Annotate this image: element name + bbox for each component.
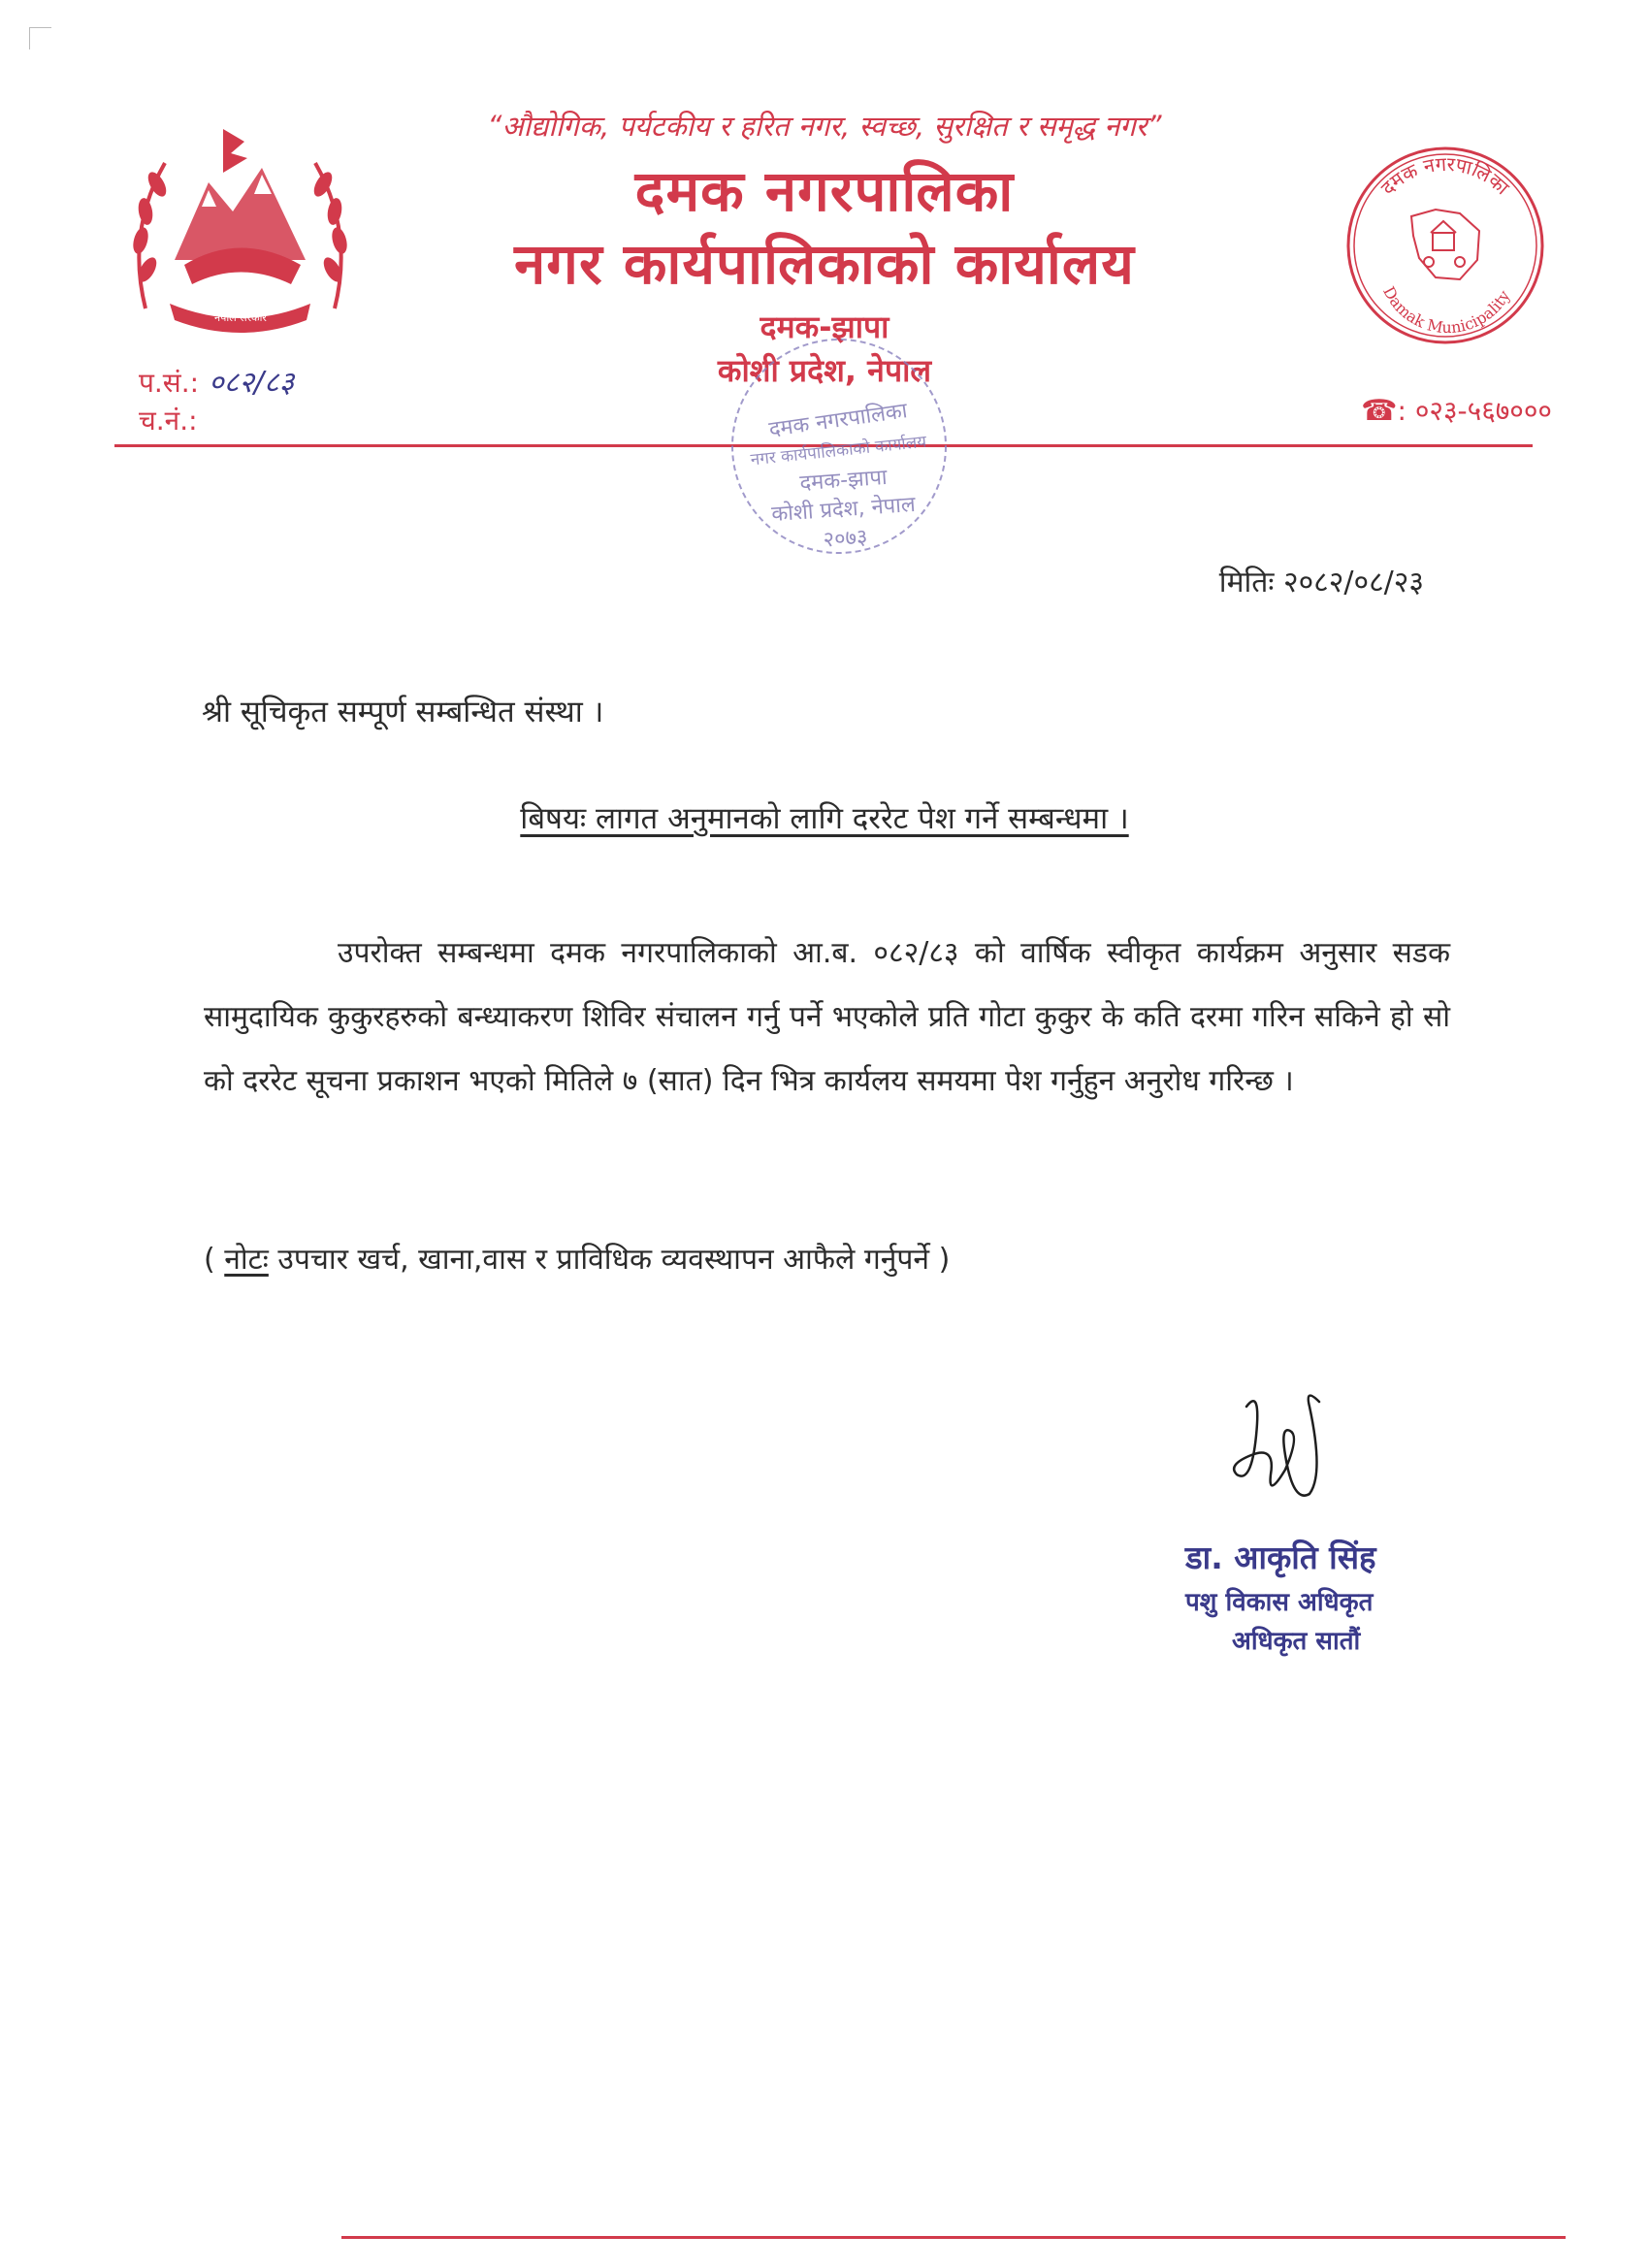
subject-line xyxy=(0,797,1649,838)
signatory-post: पशु विकास अधिकृत xyxy=(1185,1588,1374,1617)
municipality-title: दमक नगरपालिका xyxy=(634,158,1015,224)
emblem-lettering: नेपाल सरकार xyxy=(214,311,267,324)
note-label: नोटः xyxy=(224,1243,269,1277)
office-stamp xyxy=(698,320,980,572)
phone-colon: : xyxy=(1397,395,1415,427)
ref-value: ०८२/८३ xyxy=(209,366,295,400)
signature-icon xyxy=(1217,1377,1343,1523)
address-line-1: दमक-झापा xyxy=(760,308,889,345)
phone-number xyxy=(1361,392,1552,429)
signature xyxy=(1217,1377,1343,1523)
note-open: ( xyxy=(204,1243,225,1277)
office-title: नगर कार्यपालिकाको कार्यालय xyxy=(514,231,1135,297)
reference-number xyxy=(139,361,294,401)
ref-label: प.सं.: xyxy=(139,367,200,399)
stamp-line-2: नगर कार्यपालिकाको कार्यालय xyxy=(749,432,928,470)
stamp-line-4: कोशी प्रदेश, नेपाल xyxy=(770,492,917,528)
signatory-name: डा. आकृति सिंह xyxy=(1185,1539,1376,1576)
seal-top-text: दमक नगरपालिका xyxy=(1375,151,1514,200)
letter-body: उपरोक्त सम्बन्धमा दमक नगरपालिकाको आ.ब. ०८२/८३ को वार्षिक स्वीकृत कार्यक्रम अनुसार सडक सामुदायिक कुकुरहरुको बन्ध्याकरण शिविर संचालन गर्नु पर्ने भएकोले प्रति गोटा कुकुर के कति दरमा गरिन सकिने हो सो को दररेट सूचना प्रकाशन भएको मितिले ७ (सात) दिन भित्र कार्यलय समयमा पेश गर्नुहुन अनुरोध गरिन्छ । xyxy=(204,936,1450,1098)
footer-divider xyxy=(341,2236,1566,2239)
stamp-line-1: दमक नगरपालिका xyxy=(767,399,910,442)
signatory-level: अधिकृत सातौं xyxy=(1232,1627,1361,1656)
slogan: “औद्योगिक, पर्यटकीय र हरित नगर, स्वच्छ, सुरक्षित र समृद्ध नगर” xyxy=(487,110,1162,143)
letter-date: मितिः २०८२/०८/२३ xyxy=(1218,566,1424,599)
addressee: श्री सूचिकृत सम्पूर्ण सम्बन्धित संस्था । xyxy=(202,695,604,729)
stamp-icon xyxy=(698,320,980,572)
scan-corner-mark xyxy=(29,27,51,49)
stamp-line-5: २०७३ xyxy=(822,525,869,553)
address-line-2: कोशी प्रदेश, नेपाल xyxy=(717,352,932,389)
subject-text: बिषयः लागत अनुमानको लागि दररेट पेश गर्ने सम्बन्धमा । xyxy=(520,801,1129,836)
phone-icon: ☎ xyxy=(1361,394,1398,428)
dispatch-number-label: च.नं.: xyxy=(139,405,198,437)
seal-bottom-text: Damak Municipality xyxy=(1379,283,1514,338)
note xyxy=(204,1238,950,1278)
phone-value: ०२३-५६७००० xyxy=(1414,395,1552,427)
stamp-line-3: दमक-झापा xyxy=(798,465,889,497)
note-text: उपचार खर्च, खाना,वास र प्राविधिक व्यवस्थापन आफैले गर्नुपर्ने ) xyxy=(268,1243,951,1277)
